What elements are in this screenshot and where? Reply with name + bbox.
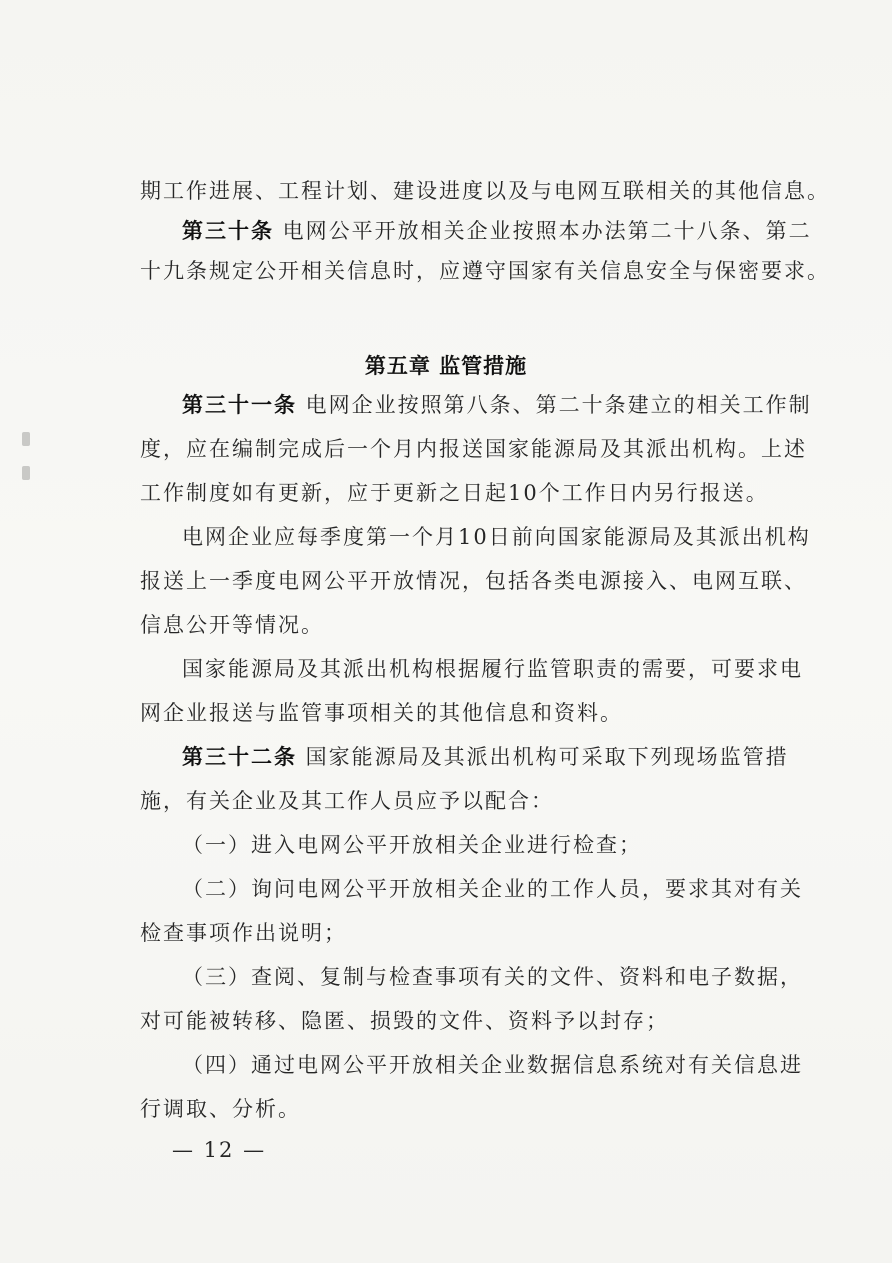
chapter-heading: 第五章 监管措施 [364,353,528,378]
article-30-line: 第三十条 电网公平开放相关企业按照本办法第二十八条、第二 [182,218,812,243]
article-32-line: 第三十二条 国家能源局及其派出机构可采取下列现场监管措 [182,744,789,769]
list-item-1: （一）进入电网公平开放相关企业进行检查； [182,833,642,857]
scan-edge-mark [22,432,30,446]
paragraph-line: 期工作进展、工程计划、建设进度以及与电网互联相关的其他信息。 [140,179,830,203]
paragraph-line: 行调取、分析。 [140,1097,301,1121]
paragraph-line: 信息公开等情况。 [140,613,324,637]
paragraph-line: 检查事项作出说明； [140,921,347,945]
article-number: 第三十二条 [182,744,297,769]
paragraph-line: 网企业报送与监管事项相关的其他信息和资料。 [140,701,623,725]
paragraph-line: 十九条规定公开相关信息时，应遵守国家有关信息安全与保密要求。 [140,259,830,283]
paragraph-line: 报送上一季度电网公平开放情况，包括各类电源接入、电网互联、 [140,569,807,593]
list-item-4: （四）通过电网公平开放相关企业数据信息系统对有关信息进 [182,1053,803,1077]
list-item-3: （三）查阅、复制与检查事项有关的文件、资料和电子数据， [182,965,803,989]
list-item-2: （二）询问电网公平开放相关企业的工作人员，要求其对有关 [182,877,803,901]
paragraph-line: 对可能被转移、隐匿、损毁的文件、资料予以封存； [140,1009,669,1033]
article-number: 第三十一条 [182,392,297,417]
article-31-line: 第三十一条 电网企业按照第八条、第二十条建立的相关工作制 [182,392,812,417]
page-number: — 12 — [172,1138,267,1162]
paragraph-line: 施，有关企业及其工作人员应予以配合： [140,789,554,813]
paragraph-line: 度，应在编制完成后一个月内报送国家能源局及其派出机构。上述 [140,437,807,461]
paragraph-line: 工作制度如有更新，应于更新之日起10个工作日内另行报送。 [140,481,769,505]
paragraph-line: 国家能源局及其派出机构根据履行监管职责的需要，可要求电 [182,657,803,681]
paragraph-line: 电网企业应每季度第一个月10日前向国家能源局及其派出机构 [182,525,811,549]
scan-edge-mark [22,466,30,480]
article-number: 第三十条 [182,218,274,243]
